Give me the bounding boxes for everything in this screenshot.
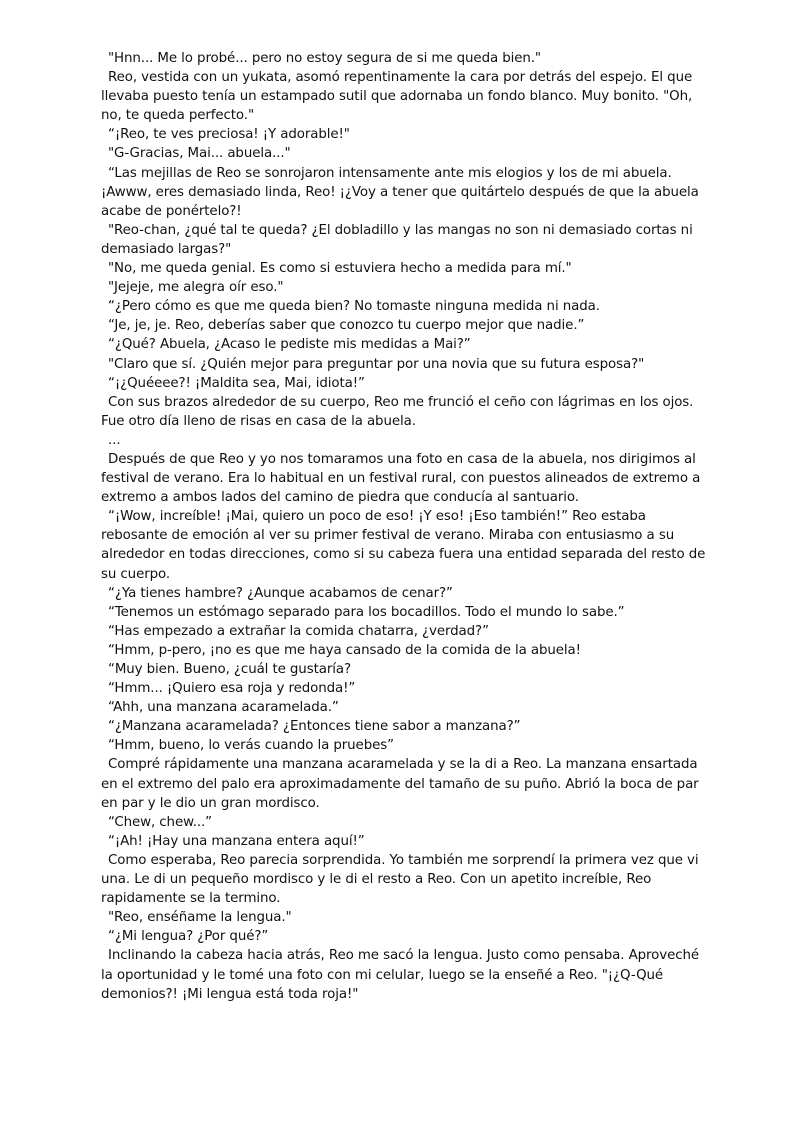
paragraph: Como esperaba, Reo parecia sorprendida. Yo también me sorprendí la primera vez que vi una. Le di un pequeño mordisco y le di el resto a Reo. Con un apetito increíble, Reo rapidamente se la termino. bbox=[101, 852, 699, 907]
paragraph: “Chew, chew...” bbox=[108, 814, 213, 830]
paragraph: Compré rápidamente una manzana acaramelada y se la di a Reo. La manzana ensartada en el extremo del palo era aproximadamente del tamaño de su puño. Abrió la boca de par en par y le dio un gran mordisco. bbox=[101, 757, 699, 811]
paragraph: "G-Gracias, Mai... abuela..." bbox=[108, 146, 291, 162]
paragraph: "Reo, enséñame la lengua." bbox=[108, 910, 292, 926]
paragraph: “Tenemos un estómago separado para los bocadillos. Todo el mundo lo sabe.” bbox=[108, 604, 625, 620]
paragraph: "Claro que sí. ¿Quién mejor para preguntar por una novia que su futura esposa?" bbox=[108, 356, 645, 372]
paragraph: “¿Manzana acaramelada? ¿Entonces tiene sabor a manzana?” bbox=[108, 719, 521, 735]
paragraph: “Hmm, p-pero, ¡no es que me haya cansado de la comida de la abuela! bbox=[108, 642, 581, 658]
paragraph: “¡Wow, increíble! ¡Mai, quiero un poco de eso! ¡Y eso! ¡Eso también!” Reo estaba rebosante de emoción al ver su primer festival de verano. Miraba con entusiasmo a su alrededor en todas direcciones, como si su cabeza fuera una entidad separada del resto de su cuerpo. bbox=[101, 509, 706, 582]
section-yukata bbox=[101, 49, 706, 431]
paragraph: “Hmm... ¡Quiero esa roja y redonda!” bbox=[108, 681, 356, 697]
paragraph: “Las mejillas de Reo se sonrojaron intensamente ante mis elogios y los de mi abuela. ¡Awww, eres demasiado linda, Reo! ¡¿Voy a tener que quitártelo después de que la abuela acabe de ponértelo?! bbox=[101, 165, 699, 219]
paragraph: Después de que Reo y yo nos tomaramos una foto en casa de la abuela, nos dirigimos al festival de verano. Era lo habitual en un festival rural, con puestos alineados de extremo a extremo a ambos lados del camino de piedra que conducía al santuario. bbox=[101, 451, 701, 506]
document-page bbox=[101, 49, 706, 1004]
paragraph: "No, me queda genial. Es como si estuviera hecho a medida para mí." bbox=[108, 261, 572, 277]
paragraph: “¿Ya tienes hambre? ¿Aunque acabamos de cenar?” bbox=[108, 585, 453, 601]
paragraph: “¡Reo, te ves preciosa! ¡Y adorable!" bbox=[108, 127, 350, 143]
paragraph: "Reo-chan, ¿qué tal te queda? ¿El dobladillo y las mangas no son ni demasiado cortas ni demasiado largas?" bbox=[101, 222, 693, 257]
paragraph: Inclinando la cabeza hacia atrás, Reo me sacó la lengua. Justo como pensaba. Aproveché la oportunidad y le tomé una foto con mi celular, luego se la enseñé a Reo. "¡¿Q-Qué demonios?! ¡Mi lengua está toda roja!" bbox=[101, 948, 699, 1002]
paragraph: "Jejeje, me alegra oír eso." bbox=[108, 280, 284, 296]
paragraph: Reo, vestida con un yukata, asomó repentinamente la cara por detrás del espejo. El que llevaba puesto tenía un estampado sutil que adornaba un fondo blanco. Muy bonito. "Oh, no, te queda perfecto." bbox=[101, 70, 693, 124]
paragraph: Con sus brazos alrededor de su cuerpo, Reo me frunció el ceño con lágrimas en los ojos. Fue otro día lleno de risas en casa de la abuela. bbox=[101, 394, 694, 429]
paragraph: “Ahh, una manzana acaramelada.” bbox=[108, 700, 339, 716]
scene-separator: ... bbox=[108, 432, 121, 448]
paragraph: “¿Qué? Abuela, ¿Acaso le pediste mis medidas a Mai?” bbox=[108, 337, 471, 353]
paragraph: “¿Mi lengua? ¿Por qué?” bbox=[108, 929, 269, 945]
section-festival bbox=[101, 450, 706, 1004]
paragraph: “¿Pero cómo es que me queda bien? No tomaste ninguna medida ni nada. bbox=[108, 299, 600, 315]
paragraph: “¡¿Quéeee?! ¡Maldita sea, Mai, idiota!” bbox=[108, 375, 365, 391]
paragraph: “Je, je, je. Reo, deberías saber que conozco tu cuerpo mejor que nadie.” bbox=[108, 318, 585, 334]
paragraph: “Has empezado a extrañar la comida chatarra, ¿verdad?” bbox=[108, 623, 489, 639]
paragraph: “Hmm, bueno, lo verás cuando la pruebes” bbox=[108, 738, 394, 754]
paragraph: "Hnn... Me lo probé... pero no estoy segura de si me queda bien." bbox=[108, 51, 541, 66]
paragraph: “¡Ah! ¡Hay una manzana entera aquí!” bbox=[108, 833, 365, 849]
paragraph: “Muy bien. Bueno, ¿cuál te gustaría? bbox=[108, 662, 351, 677]
